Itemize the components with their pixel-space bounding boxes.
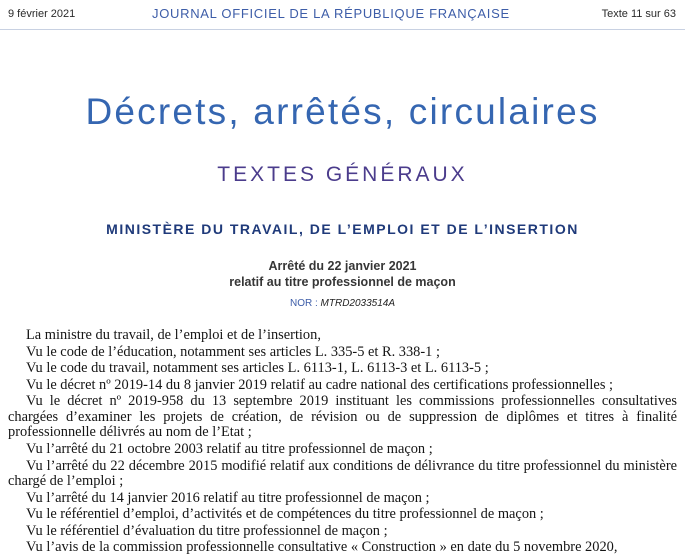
visa-paragraph bbox=[8, 524, 677, 540]
visa-paragraph bbox=[8, 540, 677, 556]
visa-paragraph bbox=[8, 378, 677, 394]
document-body bbox=[8, 328, 677, 557]
paragraph-line: Vu le code de l’éducation, notamment ses articles L. 335-5 et R. 338-1 ; bbox=[26, 343, 440, 360]
paragraph-line: Vu le décret nº 2019-958 du 13 septembre 2019 instituant les commissions professionnelles consultatives bbox=[26, 393, 677, 410]
paragraph-line: Vu l’arrêté du 14 janvier 2016 relatif au titre professionnel de maçon ; bbox=[26, 489, 430, 506]
page-header bbox=[0, 0, 685, 28]
header-rule bbox=[0, 29, 685, 30]
visa-paragraph bbox=[8, 394, 677, 441]
nor-reference bbox=[0, 297, 685, 311]
visa-paragraph bbox=[8, 507, 677, 523]
paragraph-line: Vu le référentiel d’emploi, d’activités et de compétences du titre professionnel de maçon ; bbox=[26, 506, 544, 523]
paragraph-line: professionnelle délivrés au nom de l’Etat ; bbox=[8, 424, 252, 441]
paragraph-line: Vu l’arrêté du 21 octobre 2003 relatif au titre professionnel de maçon ; bbox=[26, 440, 433, 457]
paragraph-line: Vu le référentiel d’évaluation du titre professionnel de maçon ; bbox=[26, 522, 388, 539]
visa-paragraph bbox=[8, 459, 677, 490]
paragraph-line: Vu le code du travail, notamment ses articles L. 6113-1, L. 6113-3 et L. 6113-5 ; bbox=[26, 360, 489, 377]
preamble-paragraph bbox=[8, 328, 677, 344]
journal-name: JOURNAL OFFICIEL DE LA RÉPUBLIQUE FRANÇAISE bbox=[152, 6, 510, 21]
publication-date: 9 février 2021 bbox=[8, 8, 76, 20]
visa-paragraph bbox=[8, 345, 677, 361]
paragraph-line: La ministre du travail, de l’emploi et de l’insertion, bbox=[26, 327, 321, 343]
nor-label: NOR : bbox=[289, 298, 318, 309]
arrete-subtitle: relatif au titre professionnel de maçon bbox=[229, 275, 456, 289]
text-number: Texte 11 sur 63 bbox=[601, 8, 676, 20]
visa-paragraph bbox=[8, 442, 677, 458]
paragraph-line: chargé de l’emploi ; bbox=[8, 473, 124, 490]
paragraph-line: Vu le décret nº 2019-14 du 8 janvier 2019 relatif au cadre national des certifications professionnelles ; bbox=[26, 376, 614, 393]
visa-paragraph bbox=[8, 361, 677, 377]
ministry-heading: MINISTÈRE DU TRAVAIL, DE L’EMPLOI ET DE L’INSERTION bbox=[106, 221, 579, 237]
section-title: TEXTES GÉNÉRAUX bbox=[217, 163, 468, 186]
page-title: Décrets, arrêtés, circulaires bbox=[85, 91, 600, 132]
visa-paragraph bbox=[8, 491, 677, 507]
paragraph-line: Vu l’avis de la commission professionnelle consultative « Construction » en date du 5 novembre 2020, bbox=[26, 539, 618, 556]
nor-value: MTRD2033514A bbox=[320, 298, 396, 309]
arrete-title: Arrêté du 22 janvier 2021 bbox=[268, 259, 417, 273]
paragraph-line: Vu l’arrêté du 22 décembre 2015 modifié relatif aux conditions de délivrance du titre professionnel du ministère bbox=[26, 457, 677, 474]
paragraph-line: chargées d’examiner les projets de création, de révision ou de suppression de diplômes et titres à finalité bbox=[8, 408, 677, 425]
